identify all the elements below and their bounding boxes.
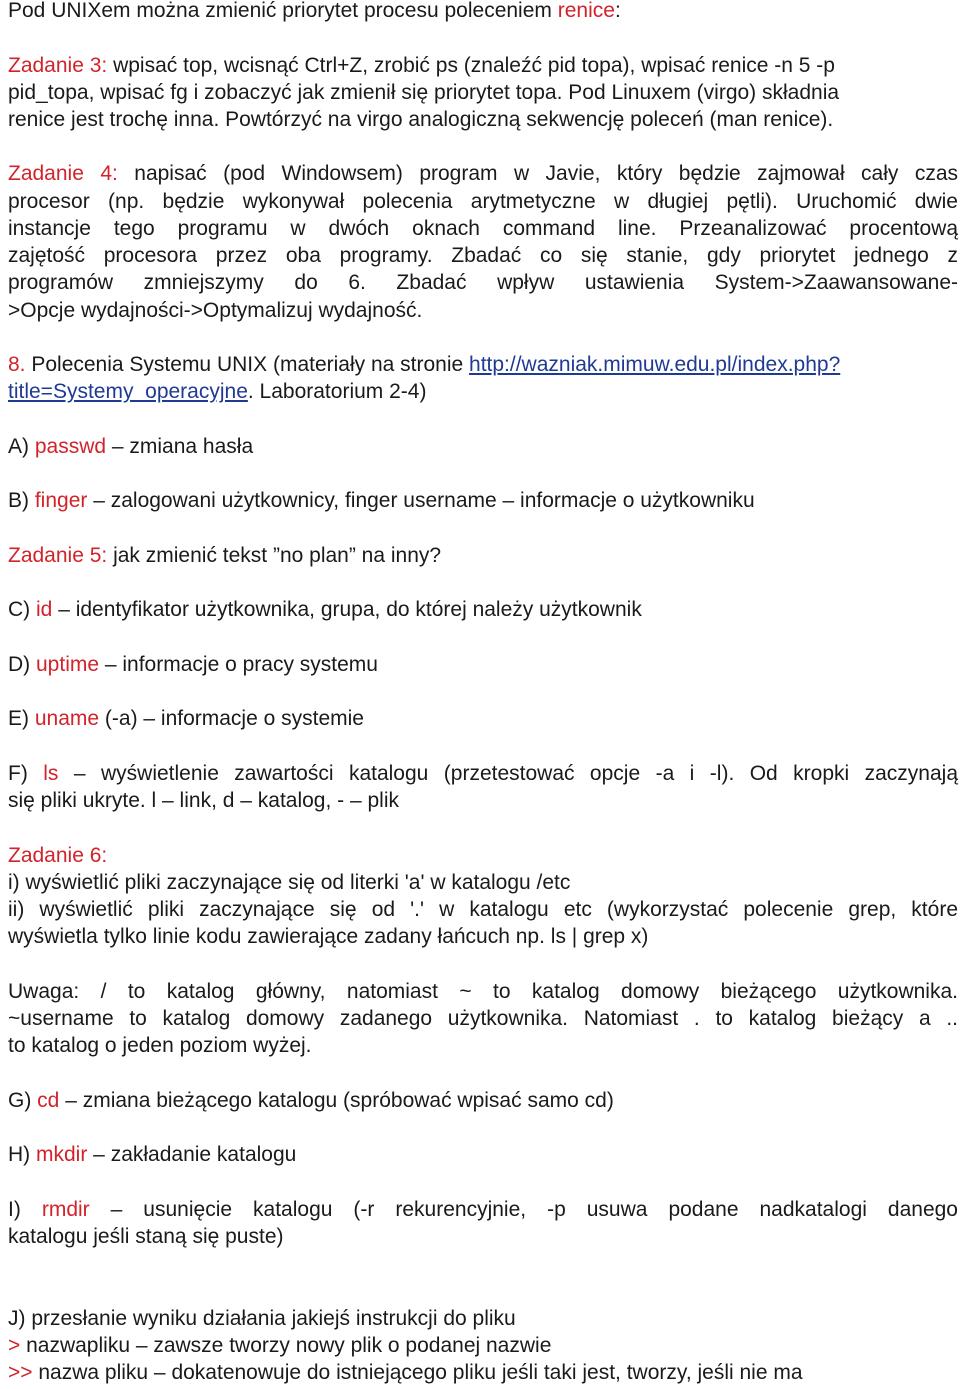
task3-text-1: wpisać top, wcisnąć Ctrl+Z, zrobić ps (znaleźć pid topa), wpisać renice -n 5 -p	[107, 54, 835, 77]
cmd-c	[8, 596, 958, 623]
task5-label: Zadanie 5:	[8, 544, 108, 567]
task3-line2	[8, 79, 958, 106]
cmd-e-name: uname	[34, 707, 100, 730]
section8-line1	[8, 351, 958, 378]
task4-line4	[8, 242, 958, 269]
cmd-i-name: rmdir	[41, 1198, 90, 1221]
cmd-b-desc: – zalogowani użytkownicy, finger username – informacje o użytkowniku	[87, 489, 755, 512]
task4-text-1: napisać (pod Windowsem) program w Javie, który będzie zajmował cały czas	[117, 162, 958, 185]
cmd-f-line2	[8, 787, 958, 814]
cmd-i-desc-2: katalogu jeśli staną się puste)	[8, 1225, 284, 1248]
redir-op2: >>	[8, 1361, 33, 1384]
redir-op1-line	[8, 1332, 958, 1359]
cmd-f-desc: – wyświetlenie zawartości katalogu (przetestować opcje -a i -l). Od kropki zaczynają	[58, 762, 958, 785]
note-line2	[8, 1005, 958, 1032]
task4-label: Zadanie 4:	[8, 162, 118, 185]
cmd-g-prefix: G)	[8, 1089, 38, 1112]
cmd-b	[8, 487, 958, 514]
intro-text: Pod UNIXem można zmienić priorytet procesu poleceniem	[8, 0, 558, 22]
section8-after: . Laboratorium 2-4)	[247, 380, 427, 403]
task3-line1	[8, 52, 958, 79]
cmd-a-name: passwd	[34, 435, 107, 458]
cmd-c-name: id	[36, 598, 53, 621]
section8-text: Polecenia Systemu UNIX (materiały na stronie	[25, 353, 470, 376]
note-text-1: Uwaga: / to katalog główny, natomiast ~ to katalog domowy bieżącego użytkownika.	[8, 980, 958, 1003]
cmd-f-name: ls	[43, 762, 59, 785]
task4-text-3: instancje tego programu w dwóch oknach command line. Przeanalizować procentową	[8, 217, 958, 240]
task4-line5	[8, 269, 958, 296]
section8-line2	[8, 378, 958, 405]
task6-line1	[8, 869, 958, 896]
task6-line3	[8, 923, 958, 950]
wazniak-link-part2[interactable]: title=Systemy_operacyjne	[8, 380, 248, 403]
cmd-g	[8, 1087, 958, 1114]
cmd-d	[8, 651, 958, 678]
note-line3	[8, 1032, 958, 1059]
redir-op1: >	[8, 1334, 21, 1357]
task4-line6	[8, 297, 958, 324]
cmd-c-desc: – identyfikator użytkownika, grupa, do której należy użytkownik	[52, 598, 642, 621]
task4-text-5: programów zmniejszymy do 6. Zbadać wpływ ustawienia System->Zaawansowane-	[8, 271, 958, 294]
task3-text-3: renice jest trochę inna. Powtórzyć na virgo analogiczną sekwencję poleceń (man renice).	[8, 108, 834, 131]
task4-text-4: zajętość procesora przez oba programy. Zbadać co się stanie, gdy priorytet jednego z	[8, 244, 958, 267]
task5-line	[8, 542, 958, 569]
cmd-c-prefix: C)	[8, 598, 36, 621]
task4-line3	[8, 215, 958, 242]
section8-number: 8.	[8, 353, 26, 376]
task6-line2	[8, 896, 958, 923]
task6-label-line	[8, 842, 958, 869]
cmd-d-prefix: D)	[8, 653, 36, 676]
cmd-d-name: uptime	[36, 653, 100, 676]
redir-op2-desc: nazwa pliku – dokatenowuje do istniejącego pliku jeśli taki jest, tworzy, jeśli nie ma	[32, 1361, 803, 1384]
task6-text-1: i) wyświetlić pliki zaczynające się od literki 'a' w katalogu /etc	[8, 871, 571, 894]
task4-line2	[8, 188, 958, 215]
intro-end: :	[614, 0, 621, 22]
cmd-a	[8, 433, 958, 460]
wazniak-link-part1[interactable]: http://wazniak.mimuw.edu.pl/index.php?	[469, 353, 841, 376]
task3-line3	[8, 106, 958, 133]
task3-label: Zadanie 3:	[8, 54, 108, 77]
cmd-h-prefix: H)	[8, 1143, 36, 1166]
redir-title	[8, 1305, 958, 1332]
note-text-2: ~username to katalog domowy zadanego użytkownika. Natomiast . to katalog bieżący a ..	[8, 1007, 958, 1030]
cmd-e-prefix: E)	[8, 707, 35, 730]
intro-line	[8, 0, 958, 24]
cmd-e	[8, 705, 958, 732]
task3-text-2: pid_topa, wpisać fg i zobaczyć jak zmienił się priorytet topa. Pod Linuxem (virgo) składnia	[8, 81, 840, 104]
redir-op1-desc: nazwapliku – zawsze tworzy nowy plik o podanej nazwie	[20, 1334, 552, 1357]
cmd-f-desc-2: się pliki ukryte. l – link, d – katalog, - – plik	[8, 789, 400, 812]
task6-label: Zadanie 6:	[8, 844, 108, 867]
intro-command: renice	[557, 0, 615, 22]
cmd-f-prefix: F)	[8, 762, 44, 785]
cmd-h	[8, 1141, 958, 1168]
cmd-i-desc: – usunięcie katalogu (-r rekurencyjnie, -p usuwa podane nadkatalogi danego	[89, 1198, 958, 1221]
cmd-h-desc: – zakładanie katalogu	[87, 1143, 297, 1166]
task4-text-6: >Opcje wydajności->Optymalizuj wydajność.	[8, 299, 423, 322]
task4-line1	[8, 160, 958, 187]
cmd-b-name: finger	[34, 489, 88, 512]
redir-title-text: J) przesłanie wyniku działania jakiejś instrukcji do pliku	[8, 1307, 516, 1330]
redir-op2-line	[8, 1359, 958, 1386]
cmd-a-desc: – zmiana hasła	[106, 435, 254, 458]
task5-text: jak zmienić tekst ”no plan” na inny?	[107, 544, 442, 567]
cmd-i-prefix: I)	[8, 1198, 42, 1221]
cmd-i-line2	[8, 1223, 958, 1250]
cmd-d-desc: – informacje o pracy systemu	[99, 653, 378, 676]
cmd-g-desc: – zmiana bieżącego katalogu (spróbować wpisać samo cd)	[59, 1089, 614, 1112]
task4-text-2: procesor (np. będzie wykonywał polecenia arytmetyczne w długiej pętli). Uruchomić dwie	[8, 190, 958, 213]
note-line1	[8, 978, 958, 1005]
cmd-g-name: cd	[37, 1089, 60, 1112]
cmd-f-line1	[8, 760, 958, 787]
cmd-e-desc: (-a) – informacje o systemie	[99, 707, 364, 730]
cmd-b-prefix: B)	[8, 489, 35, 512]
cmd-a-prefix: A)	[8, 435, 35, 458]
note-text-3: to katalog o jeden poziom wyżej.	[8, 1034, 312, 1057]
cmd-h-name: mkdir	[36, 1143, 88, 1166]
task6-text-3: wyświetla tylko linie kodu zawierające zadany łańcuch np. ls | grep x)	[8, 925, 649, 948]
cmd-i-line1	[8, 1196, 958, 1223]
task6-text-2: ii) wyświetlić pliki zaczynające się od '.' w katalogu etc (wykorzystać polecenie grep, które	[8, 898, 958, 921]
